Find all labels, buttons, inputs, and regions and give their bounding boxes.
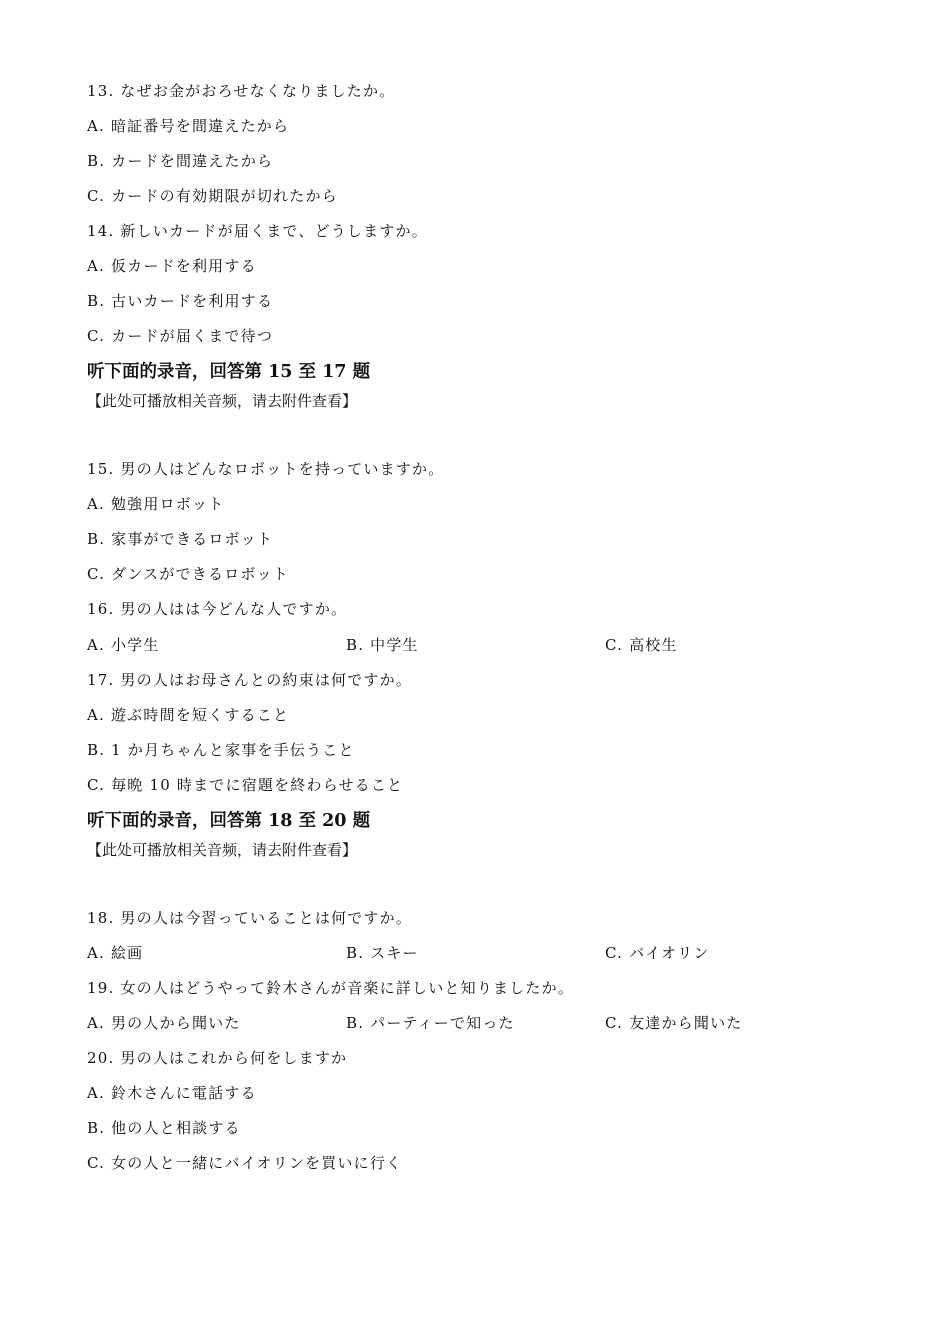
- option-c: C. カードが届くまで待つ: [87, 327, 274, 345]
- option-b: B. 家事ができるロボット: [87, 530, 274, 548]
- question-stem: 17. 男の人はお母さんとの約束は何ですか。: [87, 671, 413, 689]
- option-c: C. 友達から聞いた: [605, 1014, 743, 1032]
- audio-note: 【此处可播放相关音频，请去附件查看】: [87, 392, 358, 410]
- option-b: B. 古いカードを利用する: [87, 292, 274, 310]
- option-a: A. 鈴木さんに電話する: [87, 1084, 257, 1102]
- section-heading: 听下面的录音，回答第 15 至 17 题: [87, 362, 371, 382]
- question-stem: 14. 新しいカードが届くまで、どうしますか。: [87, 222, 428, 240]
- option-b: B. 他の人と相談する: [87, 1119, 241, 1137]
- question-stem: 18. 男の人は今習っていることは何ですか。: [87, 909, 413, 927]
- option-b: B. カードを間違えたから: [87, 152, 274, 170]
- question-stem: 13. なぜお金がおろせなくなりましたか。: [87, 82, 396, 100]
- option-c: C. 女の人と一緒にバイオリンを買いに行く: [87, 1154, 403, 1172]
- question-stem: 20. 男の人はこれから何をしますか: [87, 1049, 348, 1067]
- option-b: B. 1 か月ちゃんと家事を手伝うこと: [87, 741, 355, 759]
- option-c: C. ダンスができるロボット: [87, 565, 289, 583]
- question-stem: 16. 男の人はは今どんな人ですか。: [87, 600, 348, 618]
- option-c: C. カードの有効期限が切れたから: [87, 187, 338, 205]
- option-a: A. 男の人から聞いた: [87, 1014, 241, 1032]
- option-c: C. 毎晩 10 時までに宿題を終わらせること: [87, 776, 404, 794]
- option-b: B. スキー: [346, 944, 419, 962]
- option-a: A. 絵画: [87, 944, 144, 962]
- question-stem: 19. 女の人はどうやって鈴木さんが音楽に詳しいと知りましたか。: [87, 979, 575, 997]
- option-c: C. バイオリン: [605, 944, 710, 962]
- option-b: B. パーティーで知った: [346, 1014, 515, 1032]
- option-a: A. 仮カードを利用する: [87, 257, 257, 275]
- option-a: A. 小学生: [87, 636, 160, 654]
- section-heading: 听下面的录音，回答第 18 至 20 题: [87, 811, 371, 831]
- option-a: A. 暗証番号を間違えたから: [87, 117, 290, 135]
- option-c: C. 高校生: [605, 636, 678, 654]
- option-a: A. 勉強用ロボット: [87, 495, 225, 513]
- option-b: B. 中学生: [346, 636, 419, 654]
- option-a: A. 遊ぶ時間を短くすること: [87, 706, 290, 724]
- audio-note: 【此处可播放相关音频，请去附件查看】: [87, 841, 358, 859]
- question-stem: 15. 男の人はどんなロボットを持っていますか。: [87, 460, 445, 478]
